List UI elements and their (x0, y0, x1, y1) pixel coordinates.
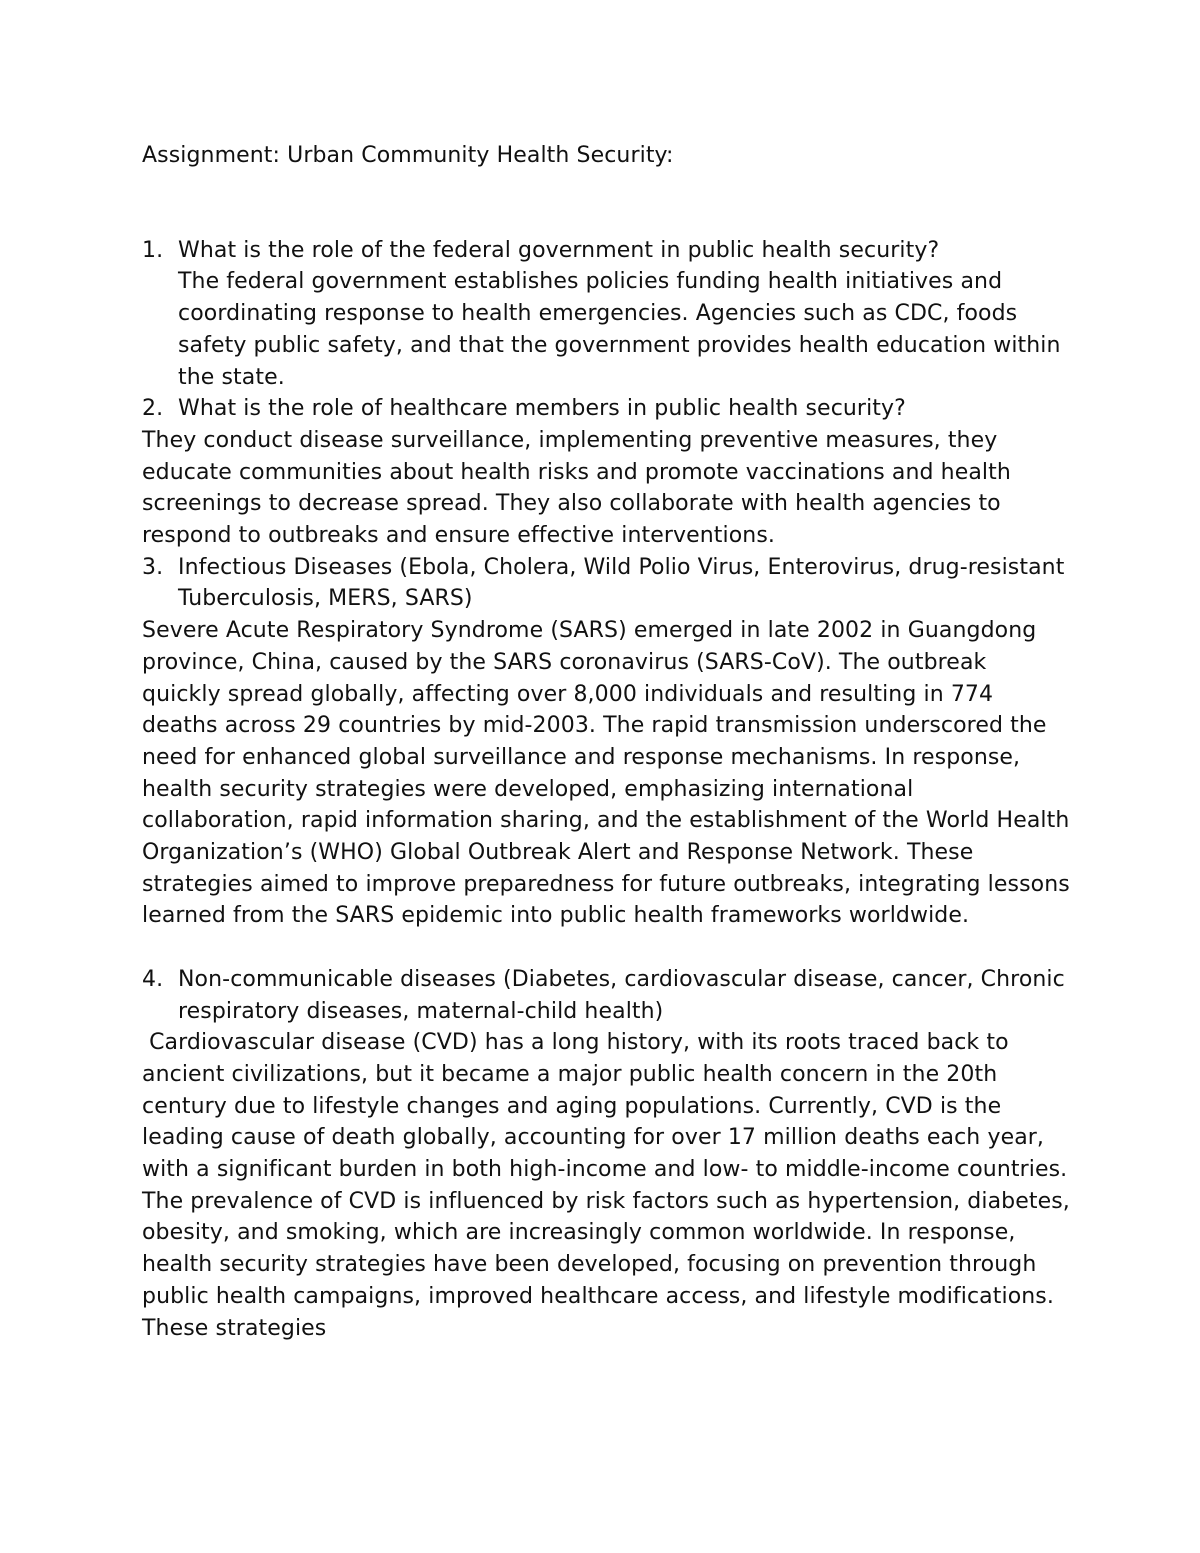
question-1: What is the role of the federal government in public health security? (178, 237, 940, 263)
spacer (142, 932, 1072, 964)
answer-2: They conduct disease surveillance, implementing preventive measures, they educate communities about health risks and promote vaccinations and health screenings to decrease spread. They also collaborate with health agencies to respond to outbreaks and ensure effective interventions. (142, 427, 1011, 549)
list-item-1 (142, 235, 1072, 394)
list-item-4 (142, 964, 1072, 1027)
spacer (142, 172, 1072, 235)
list-item-2 (142, 393, 1072, 425)
list-number: 3. (142, 554, 164, 580)
list-item-3 (142, 552, 1072, 615)
answer-1: The federal government establishes policies funding health initiatives and coordinating response to health emergencies. Agencies such as CDC, foods safety public safety, and that the government provides health education within the state. (178, 269, 1061, 390)
document-body (142, 140, 1077, 1344)
list-number: 2. (142, 396, 164, 422)
question-2: What is the role of healthcare members in public health security? (178, 396, 906, 422)
list-number: 4. (142, 966, 164, 992)
document-title: Assignment: Urban Community Health Security: (142, 143, 674, 168)
question-3: Infectious Diseases (Ebola, Cholera, Wild Polio Virus, Enterovirus, drug-resistant Tuberculosis, MERS, SARS) (178, 554, 1065, 612)
answer-4: Cardiovascular disease (CVD) has a long history, with its roots traced back to ancient civilizations, but it became a major public health concern in the 20th century due to lifestyle changes and aging populations. Currently, CVD is the leading cause of death globally, accounting for over 17 million deaths each year, with a significant burden in both high-income and low- to middle-income countries. The prevalence of CVD is influenced by risk factors such as hypertension, diabetes, obesity, and smoking, which are increasingly common worldwide. In response, health security strategies have been developed, focusing on prevention through public health campaigns, improved healthcare access, and lifestyle modifications. These strategies (142, 1030, 1077, 1341)
answer-3: Severe Acute Respiratory Syndrome (SARS) emerged in late 2002 in Guangdong province, China, caused by the SARS coronavirus (SARS-CoV). The outbreak quickly spread globally, affecting over 8,000 individuals and resulting in 774 deaths across 29 countries by mid-2003. The rapid transmission underscored the need for enhanced global surveillance and response mechanisms. In response, health security strategies were developed, emphasizing international collaboration, rapid information sharing, and the establishment of the World Health Organization’s (WHO) Global Outbreak Alert and Response Network. These strategies aimed to improve preparedness for future outbreaks, integrating lessons learned from the SARS epidemic into public health frameworks worldwide. (142, 618, 1070, 929)
list-number: 1. (142, 237, 164, 263)
question-4: Non-communicable diseases (Diabetes, cardiovascular disease, cancer, Chronic respiratory diseases, maternal-child health) (178, 966, 1065, 1024)
